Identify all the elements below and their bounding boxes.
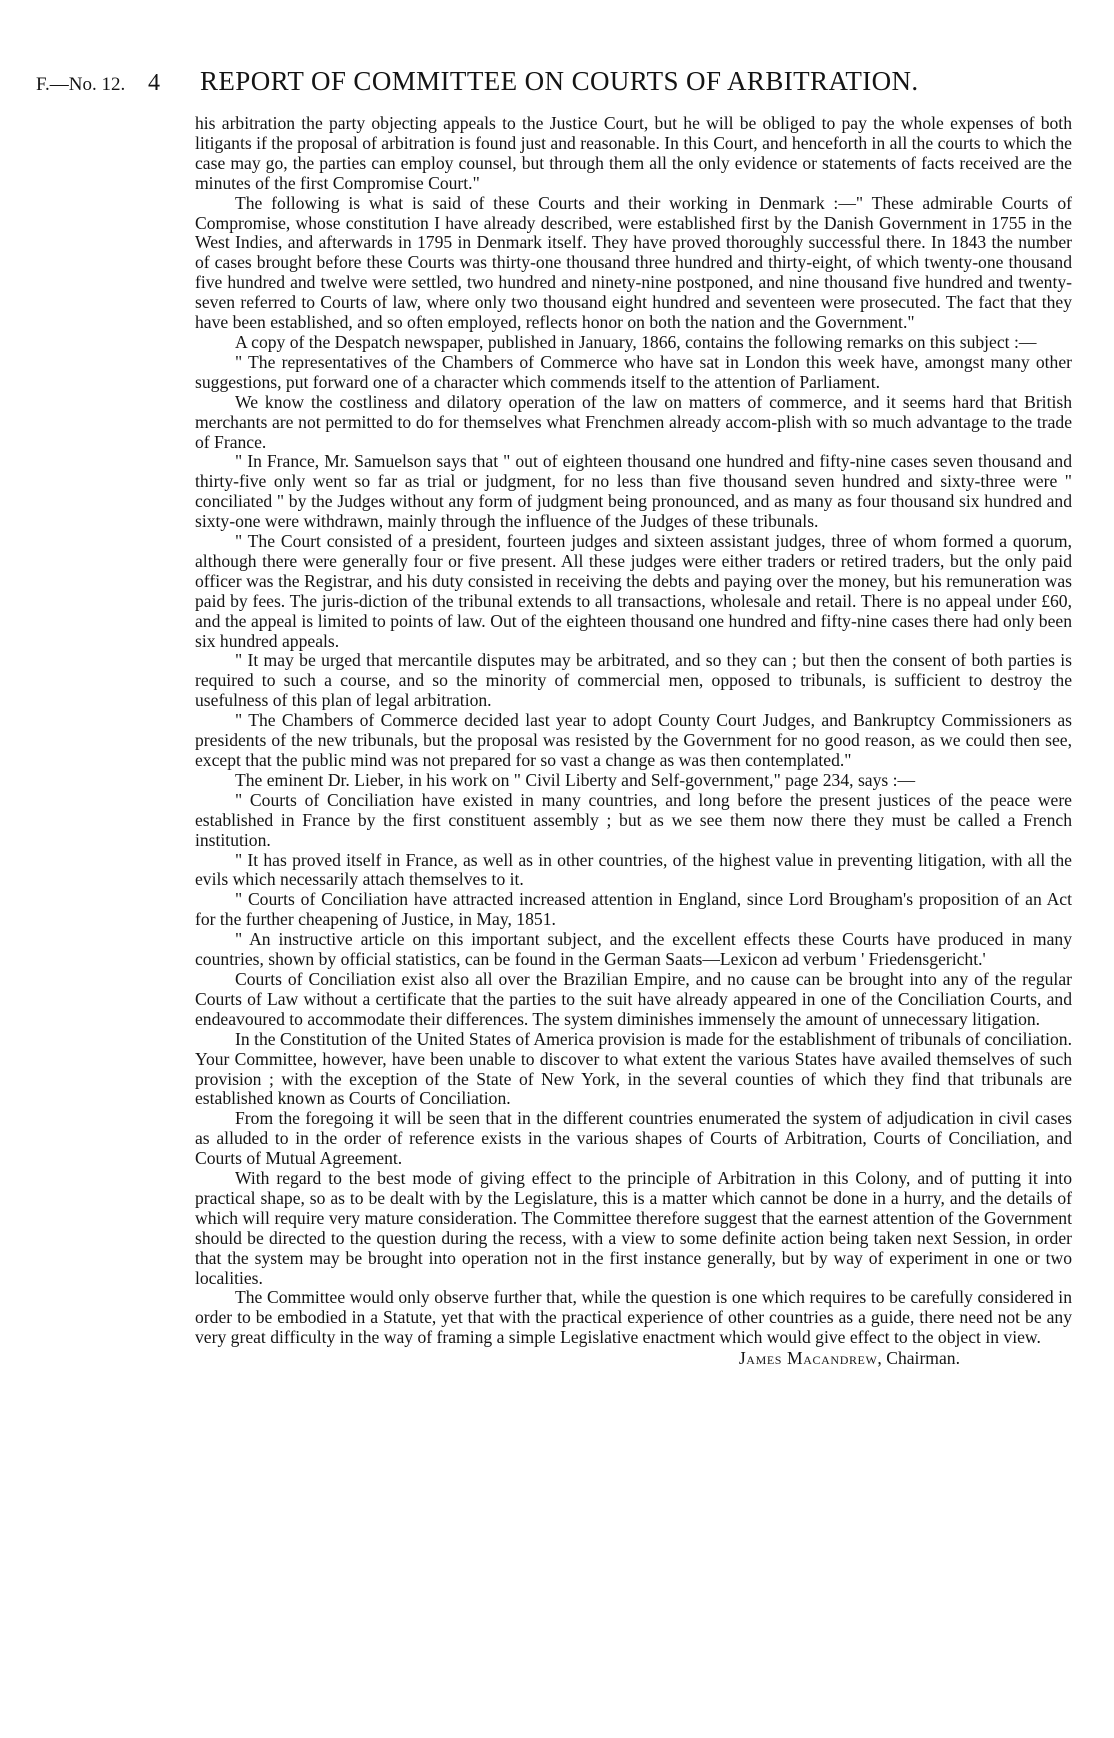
chairman-name: James Macandrew bbox=[738, 1348, 878, 1369]
paragraph: " The representatives of the Chambers of Commerce who have sat in London this week have, amongst many other suggestions, put forward one of a character which commends itself to the attention of Parliament. bbox=[195, 351, 1072, 392]
running-header bbox=[36, 0, 1072, 96]
paragraph: From the foregoing it will be seen that in the different countries enumerated the system of adjudication in civil cases as alluded to in the order of reference exists in the various shapes of Courts of Arbitration, Courts of Conciliation, and Courts of Mutual Agreement. bbox=[195, 1108, 1072, 1169]
paragraph: " Courts of Conciliation have existed in many countries, and long before the present justices of the peace were established in France by the first constituent assembly ; but as we see them now there they must be called a French institution. bbox=[195, 789, 1072, 850]
paragraph: The Committee would only observe further that, while the question is one which requires to be carefully considered in order to be embodied in a Statute, yet that with the practical experience of other countries as a guide, there need not be any very great difficulty in the way of framing a simple Legislative enactment which would give effect to the object in view. bbox=[195, 1287, 1072, 1348]
paragraph: The following is what is said of these Courts and their working in Denmark :—" These admirable Courts of Compromise, whose constitution I have already described, were established first by the Danish Government in 1755 in the West Indies, and afterwards in 1795 in Denmark itself. They have proved thoroughly successful there. In 1843 the number of cases brought before these Courts was thirty-one thousand three hundred and thirty-eight, of which twenty-one thousand five hundred and twelve were settled, two hundred and ninety-nine postponed, and nine thousand five hundred and twenty-seven referred to Courts of law, where only two thousand eight hundred and seventeen were prosecuted. The fact that they have been established, and so often employed, reflects honor on both the nation and the Government." bbox=[195, 192, 1072, 333]
chairman-role: Chairman. bbox=[886, 1348, 960, 1369]
paragraph: his arbitration the party objecting appeals to the Justice Court, but he will be obliged to pay the whole expenses of both litigants if the proposal of arbitration is found just and reasonable. In this Court, and henceforth in all the courts to which the case may go, the parties can employ counsel, but through them all the only evidence or statements of facts received are the minutes of the first Compromise Court." bbox=[195, 113, 1072, 193]
paper-reference: F.—No. 12. bbox=[36, 74, 126, 95]
signature-block: James Macandrew, Chairman. bbox=[738, 1348, 960, 1369]
paragraph: We know the costliness and dilatory operation of the law on matters of commerce, and it seems hard that British merchants are not permitted to do for themselves what Frenchmen already accom-plish with so much advantage to the trade of France. bbox=[195, 391, 1072, 452]
paragraph: " In France, Mr. Samuelson says that " out of eighteen thousand one hundred and fifty-nine cases seven thousand and thirty-five only went so far as trial or judgment, for no less than five thousand seven hundred and sixty-three were " conciliated " by the Judges without any form of judgment being pronounced, and as many as four thousand six hundred and sixty-one were withdrawn, mainly through the influence of the Judges of these tribunals. bbox=[195, 451, 1072, 532]
paragraph: With regard to the best mode of giving effect to the principle of Arbitration in this Colony, and of putting it into practical shape, so as to be dealt with by the Legislature, this is a matter which cannot be done in a hurry, and the details of which will require very mature consideration. The Committee therefore suggest that the earnest attention of the Government should be directed to the question during the recess, with a view to some definite action being taken next Session, in order that the system may be brought into operation not in the first instance generally, but by way of experiment in one or two localities. bbox=[195, 1168, 1072, 1288]
paragraph: The eminent Dr. Lieber, in his work on " Civil Liberty and Self-government," page 234, says :— bbox=[235, 769, 916, 790]
paragraph: " It may be urged that mercantile disputes may be arbitrated, and so they can ; but then the consent of both parties is required to such a course, and so the minority of commercial men, opposed to tribunals, is sufficient to destroy the usefulness of this plan of legal arbitration. bbox=[195, 650, 1072, 711]
report-title: REPORT OF COMMITTEE ON COURTS OF ARBITRATION. bbox=[200, 66, 919, 96]
paragraph: " The Court consisted of a president, fourteen judges and sixteen assistant judges, three of whom formed a quorum, although there were generally four or five present. All these judges were either traders or retired traders, but the only paid officer was the Registrar, and his duty consisted in receiving the debts and paying over the money, but his remuneration was paid by fees. The juris-diction of the tribunal extends to all transactions, wholesale and retail. There is no appeal under £60, and the appeal is limited to points of law. Out of the eighteen thousand one hundred and fifty-nine cases there had only been six hundred appeals. bbox=[195, 531, 1072, 651]
paragraph: In the Constitution of the United States of America provision is made for the establishment of tribunals of conciliation. Your Committee, however, have been unable to discover to what extent the various States have availed themselves of such provision ; with the exception of the State of New York, in the several counties of which they find that tribunals are established known as Courts of Conciliation. bbox=[195, 1028, 1072, 1109]
paragraph: A copy of the Despatch newspaper, published in January, 1866, contains the following remarks on this subject :— bbox=[235, 331, 1037, 352]
paragraph: " Courts of Conciliation have attracted increased attention in England, since Lord Brougham's proposition of an Act for the further cheapening of Justice, in May, 1851. bbox=[195, 889, 1072, 930]
paragraph: Courts of Conciliation exist also all over the Brazilian Empire, and no cause can be brought into any of the regular Courts of Law without a certificate that the parties to the suit have already appeared in one of the Conciliation Courts, and endeavoured to accommodate their differences. The system diminishes immensely the amount of unnecessary litigation. bbox=[195, 968, 1072, 1029]
report-body bbox=[195, 114, 1072, 1348]
paragraph: " The Chambers of Commerce decided last year to adopt County Court Judges, and Bankruptcy Commissioners as presidents of the new tribunals, but the proposal was resisted by the Government for no good reason, as we could then see, except that the public mind was not prepared for so vast a change as was then contemplated." bbox=[195, 710, 1072, 770]
paragraph: " An instructive article on this important subject, and the excellent effects these Courts have produced in many countries, shown by official statistics, can be found in the German Saats—Lexicon ad verbum ' Friedensgericht.' bbox=[195, 929, 1072, 970]
paragraph: " It has proved itself in France, as well as in other countries, of the highest value in preventing litigation, with all the evils which necessarily attach themselves to it. bbox=[195, 849, 1072, 890]
page-number: 4 bbox=[148, 70, 160, 96]
